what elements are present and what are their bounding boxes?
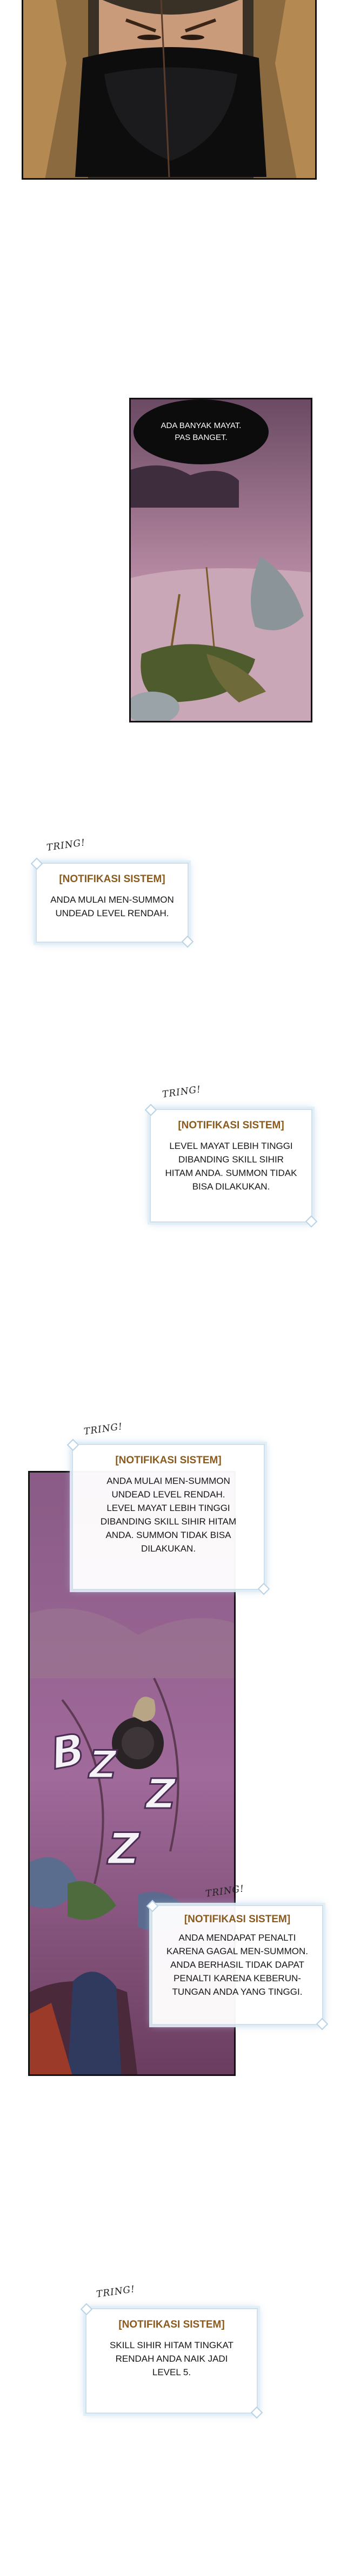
notification-title: [NOTIFIKASI SISTEM] — [115, 1455, 222, 1466]
speech-bubble: ADA BANYAK MAYAT. PAS BANGET. — [134, 399, 269, 464]
notification-title: [NOTIFIKASI SISTEM] — [184, 1914, 291, 1925]
system-notification — [72, 1444, 265, 1590]
sfx-sleep-z: Z — [108, 1824, 140, 1874]
sfx-tring: TRING! — [204, 1883, 245, 1900]
system-notification — [151, 1905, 323, 2025]
sfx-tring: TRING! — [161, 1084, 202, 1100]
notification-title: [NOTIFIKASI SISTEM] — [178, 1120, 284, 1131]
sfx-tring: TRING! — [83, 1421, 124, 1437]
notification-body: ANDA MULAI MEN-SUMMON UNDEAD LEVEL RENDAH. — [50, 895, 174, 918]
notification-body: SKILL SIHIR HITAM TINGKAT RENDAH ANDA NAIK JADI LEVEL 5. — [110, 2340, 233, 2377]
system-notification — [36, 863, 189, 943]
sfx-sleep-b: B — [47, 1724, 89, 1779]
notification-title: [NOTIFIKASI SISTEM] — [118, 2319, 225, 2330]
system-notification — [85, 2308, 258, 2414]
sfx-tring: TRING! — [95, 2284, 136, 2300]
sfx-tring: TRING! — [45, 837, 86, 853]
notification-body: ANDA MULAI MEN-SUMMON UNDEAD LEVEL RENDAH. LEVEL MAYAT LEBIH TINGGI DIBANDING SKILL SIHIR HITAM ANDA. SUMMON TIDAK BISA DILAKUKAN. — [100, 1476, 237, 1554]
sfx-sleep-z: Z — [89, 1743, 117, 1787]
system-notification — [150, 1109, 312, 1223]
panel-character-closeup — [22, 0, 317, 180]
notification-body: LEVEL MAYAT LEBIH TINGGI DIBANDING SKILL SIHIR HITAM ANDA. SUMMON TIDAK BISA DILAKUKAN. — [165, 1141, 297, 1192]
sfx-sleep-z: Z — [146, 1770, 176, 1818]
panel-corpse-field — [129, 398, 312, 722]
notification-body: ANDA MENDAPAT PENALTI KARENA GAGAL MEN-SUMMON. ANDA BERHASIL TIDAK DAPAT PENALTI KARENA KEBERUN- TUNGAN ANDA YANG TINGGI. — [166, 1933, 308, 1997]
character-illustration — [23, 0, 317, 180]
notification-title: [NOTIFIKASI SISTEM] — [59, 873, 165, 885]
